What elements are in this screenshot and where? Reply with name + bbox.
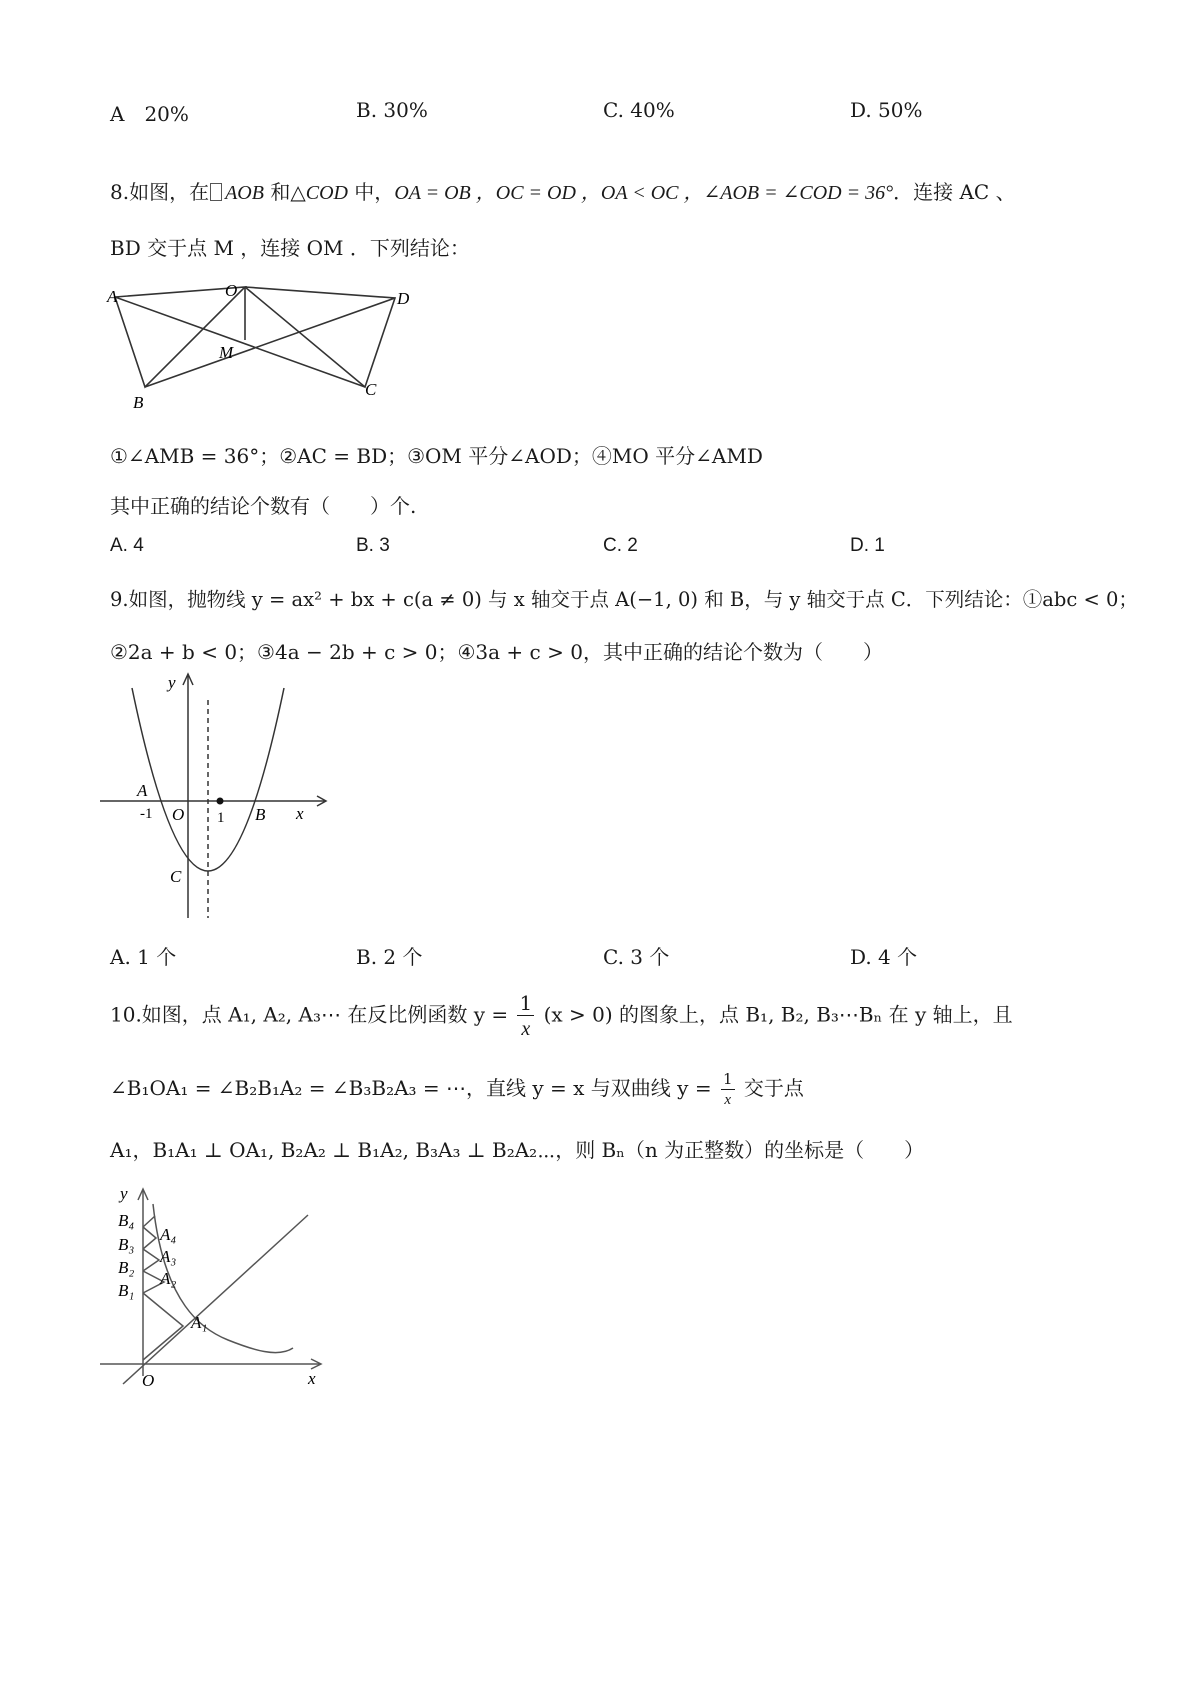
q9-label-x: x [296, 804, 304, 823]
q9-option-c: C. 3 个 [603, 945, 670, 969]
q7-option-a: A 20% [110, 102, 189, 126]
q8-tri2: △COD [290, 182, 348, 204]
q10-stem-line1 [110, 993, 1013, 1039]
q7-option-c: C. 40% [603, 98, 675, 122]
q10-line1-b: (x > 0) 的图象上，点 B₁, B₂, B₃⋯Bₙ 在 y 轴上，且 [543, 1002, 1013, 1027]
q8-segment-bd [145, 298, 395, 387]
q8-label-c: C [365, 380, 377, 399]
q10-label-y: y [120, 1184, 128, 1203]
q10-line2-a: ∠B₁OA₁ = ∠B₂B₁A₂ = ∠B₃B₂A₃ = ⋯，直线 y = x 与双曲线 y = [110, 1076, 712, 1100]
q10-frac2-num: 1 [722, 1069, 733, 1088]
q8-mid: 中， [347, 180, 395, 204]
q8-option-b: B. 3 [356, 535, 390, 556]
q8-figure [105, 282, 435, 432]
q8-label-b: B [133, 393, 144, 412]
q10-line1-a: 10.如图，点 A₁, A₂, A₃⋯ 在反比例函数 y = [110, 1002, 509, 1027]
q10-label-a1: A₁ [191, 1313, 208, 1332]
q8-conditions: OA = OB ，OC = OD ，OA < OC ，∠AOB = ∠COD = 36° [394, 182, 894, 204]
q10-label-a2: A₂ [160, 1269, 177, 1288]
q10-frac1-num: 1 [519, 991, 533, 1015]
q9-label-o: O [172, 805, 185, 824]
q9-label-y: y [168, 673, 176, 692]
q7-option-b: B. 30% [356, 98, 428, 122]
q10-label-b2: B₂ [118, 1258, 135, 1277]
q10-b3-a4-b4 [143, 1227, 156, 1249]
q8-line1-end: ．连接 AC 、 [893, 180, 1016, 204]
q8-missing-glyph [210, 183, 222, 201]
q9-label-one: 1 [217, 810, 225, 826]
q10-label-b3: B₃ [118, 1235, 135, 1254]
q9-option-b: B. 2 个 [356, 945, 423, 969]
q10-label-b4: B₄ [118, 1211, 135, 1230]
q10-label-a3: A₃ [160, 1247, 177, 1266]
q8-tri1: AOB [225, 182, 264, 204]
q9-label-neg1: -1 [140, 806, 153, 822]
q9-option-a: A. 1 个 [110, 945, 177, 969]
q8-label-d: D [397, 289, 410, 308]
q10-figure [98, 1180, 338, 1390]
q10-line2-b: 交于点 [743, 1076, 804, 1100]
q8-stem-line1 [110, 176, 1016, 205]
q8-option-c: C. 2 [603, 535, 638, 556]
q10-frac1-den: x [521, 1018, 531, 1040]
q8-option-d: D. 1 [850, 535, 885, 556]
q10-b4-tail [143, 1216, 155, 1227]
q10-fraction-2 [721, 1069, 735, 1108]
q9-figure [100, 668, 340, 930]
q8-and: 和 [263, 180, 291, 204]
q10-label-x: x [308, 1369, 316, 1388]
q10-label-o: O [142, 1371, 155, 1390]
q10-stem-line3: A₁，B₁A₁ ⊥ OA₁, B₂A₂ ⊥ B₁A₂, B₃A₃ ⊥ B₂A₂⋯，则 Bₙ（n 为正整数）的坐标是（ ） [110, 1138, 925, 1162]
q9-label-b: B [255, 805, 266, 824]
q8-conclusions: ①∠AMB = 36°；②AC = BD；③OM 平分∠AOD；④MO 平分∠AMD [110, 444, 763, 468]
q10-label-a4: A₄ [160, 1225, 177, 1244]
q9-point-one [217, 798, 224, 805]
q10-fraction-1 [517, 993, 534, 1039]
q8-label-o: O [225, 282, 238, 300]
q9-parabola [132, 688, 284, 871]
q8-question: 其中正确的结论个数有（ ）个. [110, 494, 417, 518]
q8-label-m: M [219, 343, 234, 362]
q10-b1-a1 [143, 1293, 183, 1360]
q10-label-b1: B₁ [118, 1281, 135, 1300]
q9-option-d: D. 4 个 [850, 945, 918, 969]
q8-option-a: A. 4 [110, 535, 144, 556]
q9-stem-line2: ②2a + b < 0；③4a − 2b + c > 0；④3a + c > 0，其中正确的结论个数为（ ） [110, 640, 883, 664]
q7-option-d: D. 50% [850, 98, 923, 122]
q8-prefix: 8.如图，在 [110, 180, 210, 204]
q10-frac2-den: x [724, 1091, 732, 1108]
q9-label-a: A [137, 781, 148, 800]
q9-stem-line1: 9.如图，抛物线 y = ax² + bx + c(a ≠ 0) 与 x 轴交于点 A(−1, 0) 和 B，与 y 轴交于点 C．下列结论：①abc < 0； [110, 588, 1138, 611]
q8-label-a: A [107, 287, 118, 306]
q10-stem-line2 [110, 1068, 804, 1108]
q8-stem-line2: BD 交于点 M ，连接 OM ．下列结论： [110, 236, 470, 260]
q8-segment-ac [115, 297, 365, 387]
q10-b2-a3-b3 [143, 1249, 159, 1271]
q9-label-c: C [170, 867, 182, 886]
q8-triangle-cod [245, 287, 395, 387]
